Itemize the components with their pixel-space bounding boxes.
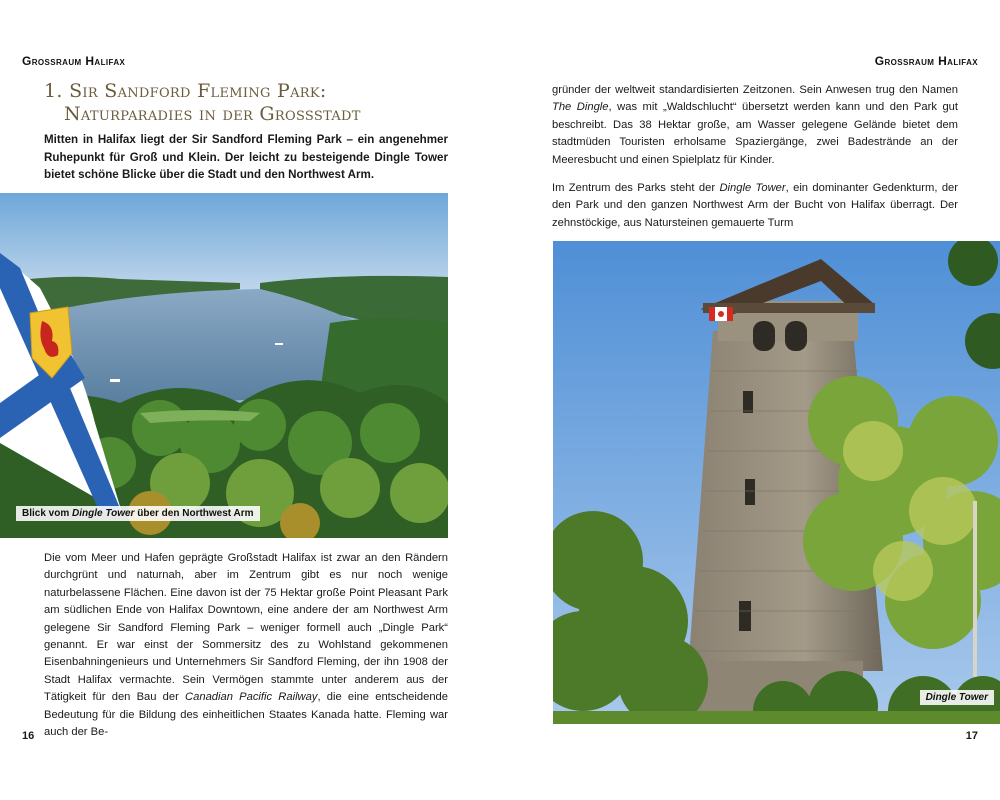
body-text-left bbox=[44, 550, 448, 741]
body-paragraph-2 bbox=[552, 180, 958, 232]
caption-tower-text: Dingle Tower bbox=[925, 692, 988, 703]
body-text-em: Canadian Pacific Railway bbox=[185, 691, 318, 704]
harbour-photo bbox=[0, 193, 448, 538]
body-text-part1: Die vom Meer und Hafen geprägte Großstadt Halifax ist zwar an den Rändern durchgrünt und naturnah, aber im Zentrum gibt es nur noch wenige naturbelassene Flächen. Eine davon ist der 75 Hektar große Point Pleasant Park am südlichen Ende von Halifax Downtown, eine andere der am Northwest Arm gelegene Sir Sandford Fleming Park – weniger formell auch „Dingle Park“ genannt. Er war einst der Sommersitz des zu Wohlstand gekommenen Eisenbahningenieurs und Unternehmers Sir Sandford Fleming, der ihn 1908 der Stadt Halifax vermachte. Sein Vermögen stammte unter anderem aus der Tätigkeit für den Bau der bbox=[44, 552, 448, 704]
dingle-tower-photo bbox=[553, 241, 1000, 724]
p2-text-part1: Im Zentrum des Parks steht der bbox=[552, 182, 720, 194]
lead-paragraph: Mitten in Halifax liegt der Sir Sandford Fleming Park – ein angenehmer Ruhepunkt für Groß und Klein. Der leicht zu besteigende Dingle Tower bietet schöne Blicke über die Stadt und den Northwest Arm. bbox=[44, 133, 448, 182]
caption-text-pre: Blick vom bbox=[22, 508, 73, 519]
p2-text-part2: , ein dominanter Gedenkturm, der den Park und den ganzen Northwest Arm der Bucht von Halifax überragt. Der zehnstöckige, aus Natursteinen gemauerte Turm bbox=[552, 182, 958, 229]
caption-text-em: Dingle Tower bbox=[72, 508, 135, 519]
canada-flag-icon bbox=[709, 307, 733, 321]
right-page bbox=[500, 0, 1000, 800]
page-number-left: 16 bbox=[22, 730, 35, 742]
p1-text-em: The Dingle bbox=[552, 101, 609, 114]
body-paragraph-1 bbox=[552, 82, 958, 169]
page-number-right: 17 bbox=[965, 730, 978, 742]
photo-caption-tower bbox=[920, 690, 994, 705]
running-head-right: Grossraum Halifax bbox=[874, 54, 978, 68]
p1-text-part1: gründer der weltweit standardisierten Zeitzonen. Sein Anwesen trug den Namen bbox=[552, 84, 958, 96]
body-text-part2: , die eine entscheidende Bedeutung für die Bildung des einheitlichen Staates Kanada hatte. Fleming war auch der Be- bbox=[44, 691, 448, 739]
running-head-left: Grossraum Halifax bbox=[22, 54, 126, 68]
photo-caption-harbour bbox=[16, 506, 260, 521]
chapter-title-line1: 1. Sir Sandford Fleming Park: bbox=[44, 80, 327, 102]
caption-text-post: über den Northwest Arm bbox=[134, 508, 254, 519]
p1-text-part2: , was mit „Waldschlucht“ übersetzt werden kann und den Park gut beschreibt. Das 38 Hektar große, am Wasser gelegene Gelände bietet dem stadtmüden Touristen erholsame Spaziergänge, zwei Badestrände an der Meeresbucht und einen Spielplatz für Kinder. bbox=[552, 101, 958, 166]
chapter-title bbox=[44, 80, 464, 126]
p2-text-em: Dingle Tower bbox=[719, 182, 786, 194]
chapter-title-line2: Naturparadies in der Grossstadt bbox=[64, 103, 361, 125]
